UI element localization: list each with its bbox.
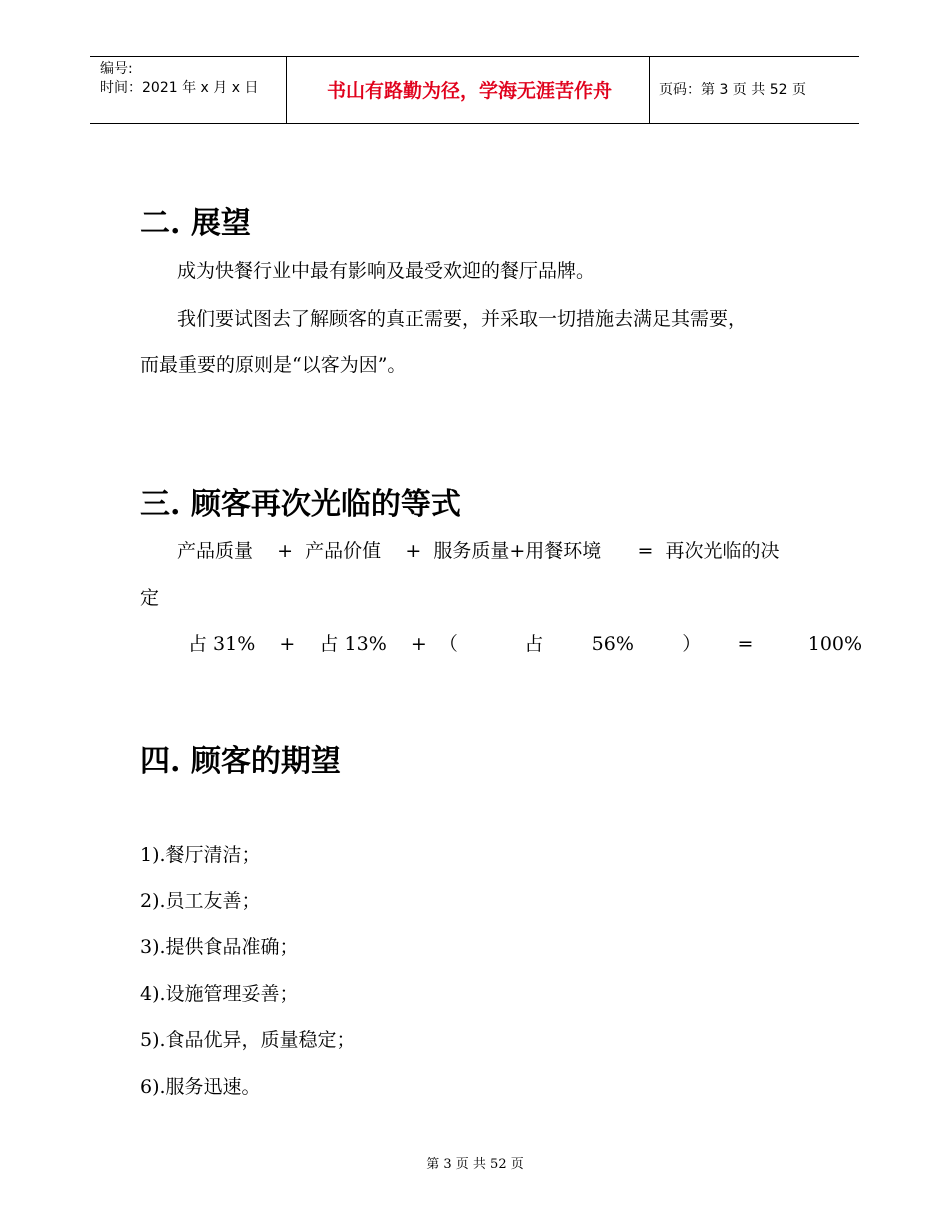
header-time-label: 时间：2021 年 x 月 x 日 bbox=[100, 80, 259, 96]
header-page-label: 页码：第 3 页 共 52 页 bbox=[659, 82, 806, 98]
header-meta bbox=[100, 60, 258, 98]
expectation-item: 3).提供食品准确； bbox=[140, 936, 299, 958]
vision-paragraph-2-line-1: 我们要试图去了解顾客的真正需要，并采取一切措施去满足其需要， bbox=[177, 308, 748, 330]
vision-paragraph-2-line-2: 而最重要的原则是“以客为因”。 bbox=[140, 354, 407, 376]
expectation-item: 6).服务迅速。 bbox=[140, 1076, 261, 1098]
page-header bbox=[90, 56, 859, 124]
vision-paragraph-1: 成为快餐行业中最有影响及最受欢迎的餐厅品牌。 bbox=[177, 260, 596, 282]
expectation-item: 1).餐厅清洁； bbox=[140, 844, 261, 866]
section-heading-equation: 三. 顾客再次光临的等式 bbox=[140, 487, 461, 522]
section-heading-expectations: 四. 顾客的期望 bbox=[140, 744, 341, 779]
section-heading-vision: 二. 展望 bbox=[140, 206, 251, 241]
header-number-label: 编号: bbox=[100, 61, 133, 77]
page-footer: 第 3 页 共 52 页 bbox=[426, 1157, 524, 1172]
equation-line-2: 占 31% + 占 13% + （ 占 56% ） = 100% bbox=[188, 633, 863, 655]
expectation-item: 2).员工友善； bbox=[140, 890, 261, 912]
expectation-item: 4).设施管理妥善； bbox=[140, 983, 299, 1005]
header-divider-right bbox=[649, 57, 650, 123]
expectation-item: 5).食品优异，质量稳定； bbox=[140, 1029, 356, 1051]
header-divider-left bbox=[286, 57, 287, 123]
equation-line-1-wrap: 定 bbox=[140, 587, 160, 609]
equation-line-1: 产品质量 + 产品价值 + 服务质量+用餐环境 = 再次光临的决 bbox=[177, 540, 780, 562]
header-motto: 书山有路勤为径，学海无涯苦作舟 bbox=[326, 80, 612, 102]
